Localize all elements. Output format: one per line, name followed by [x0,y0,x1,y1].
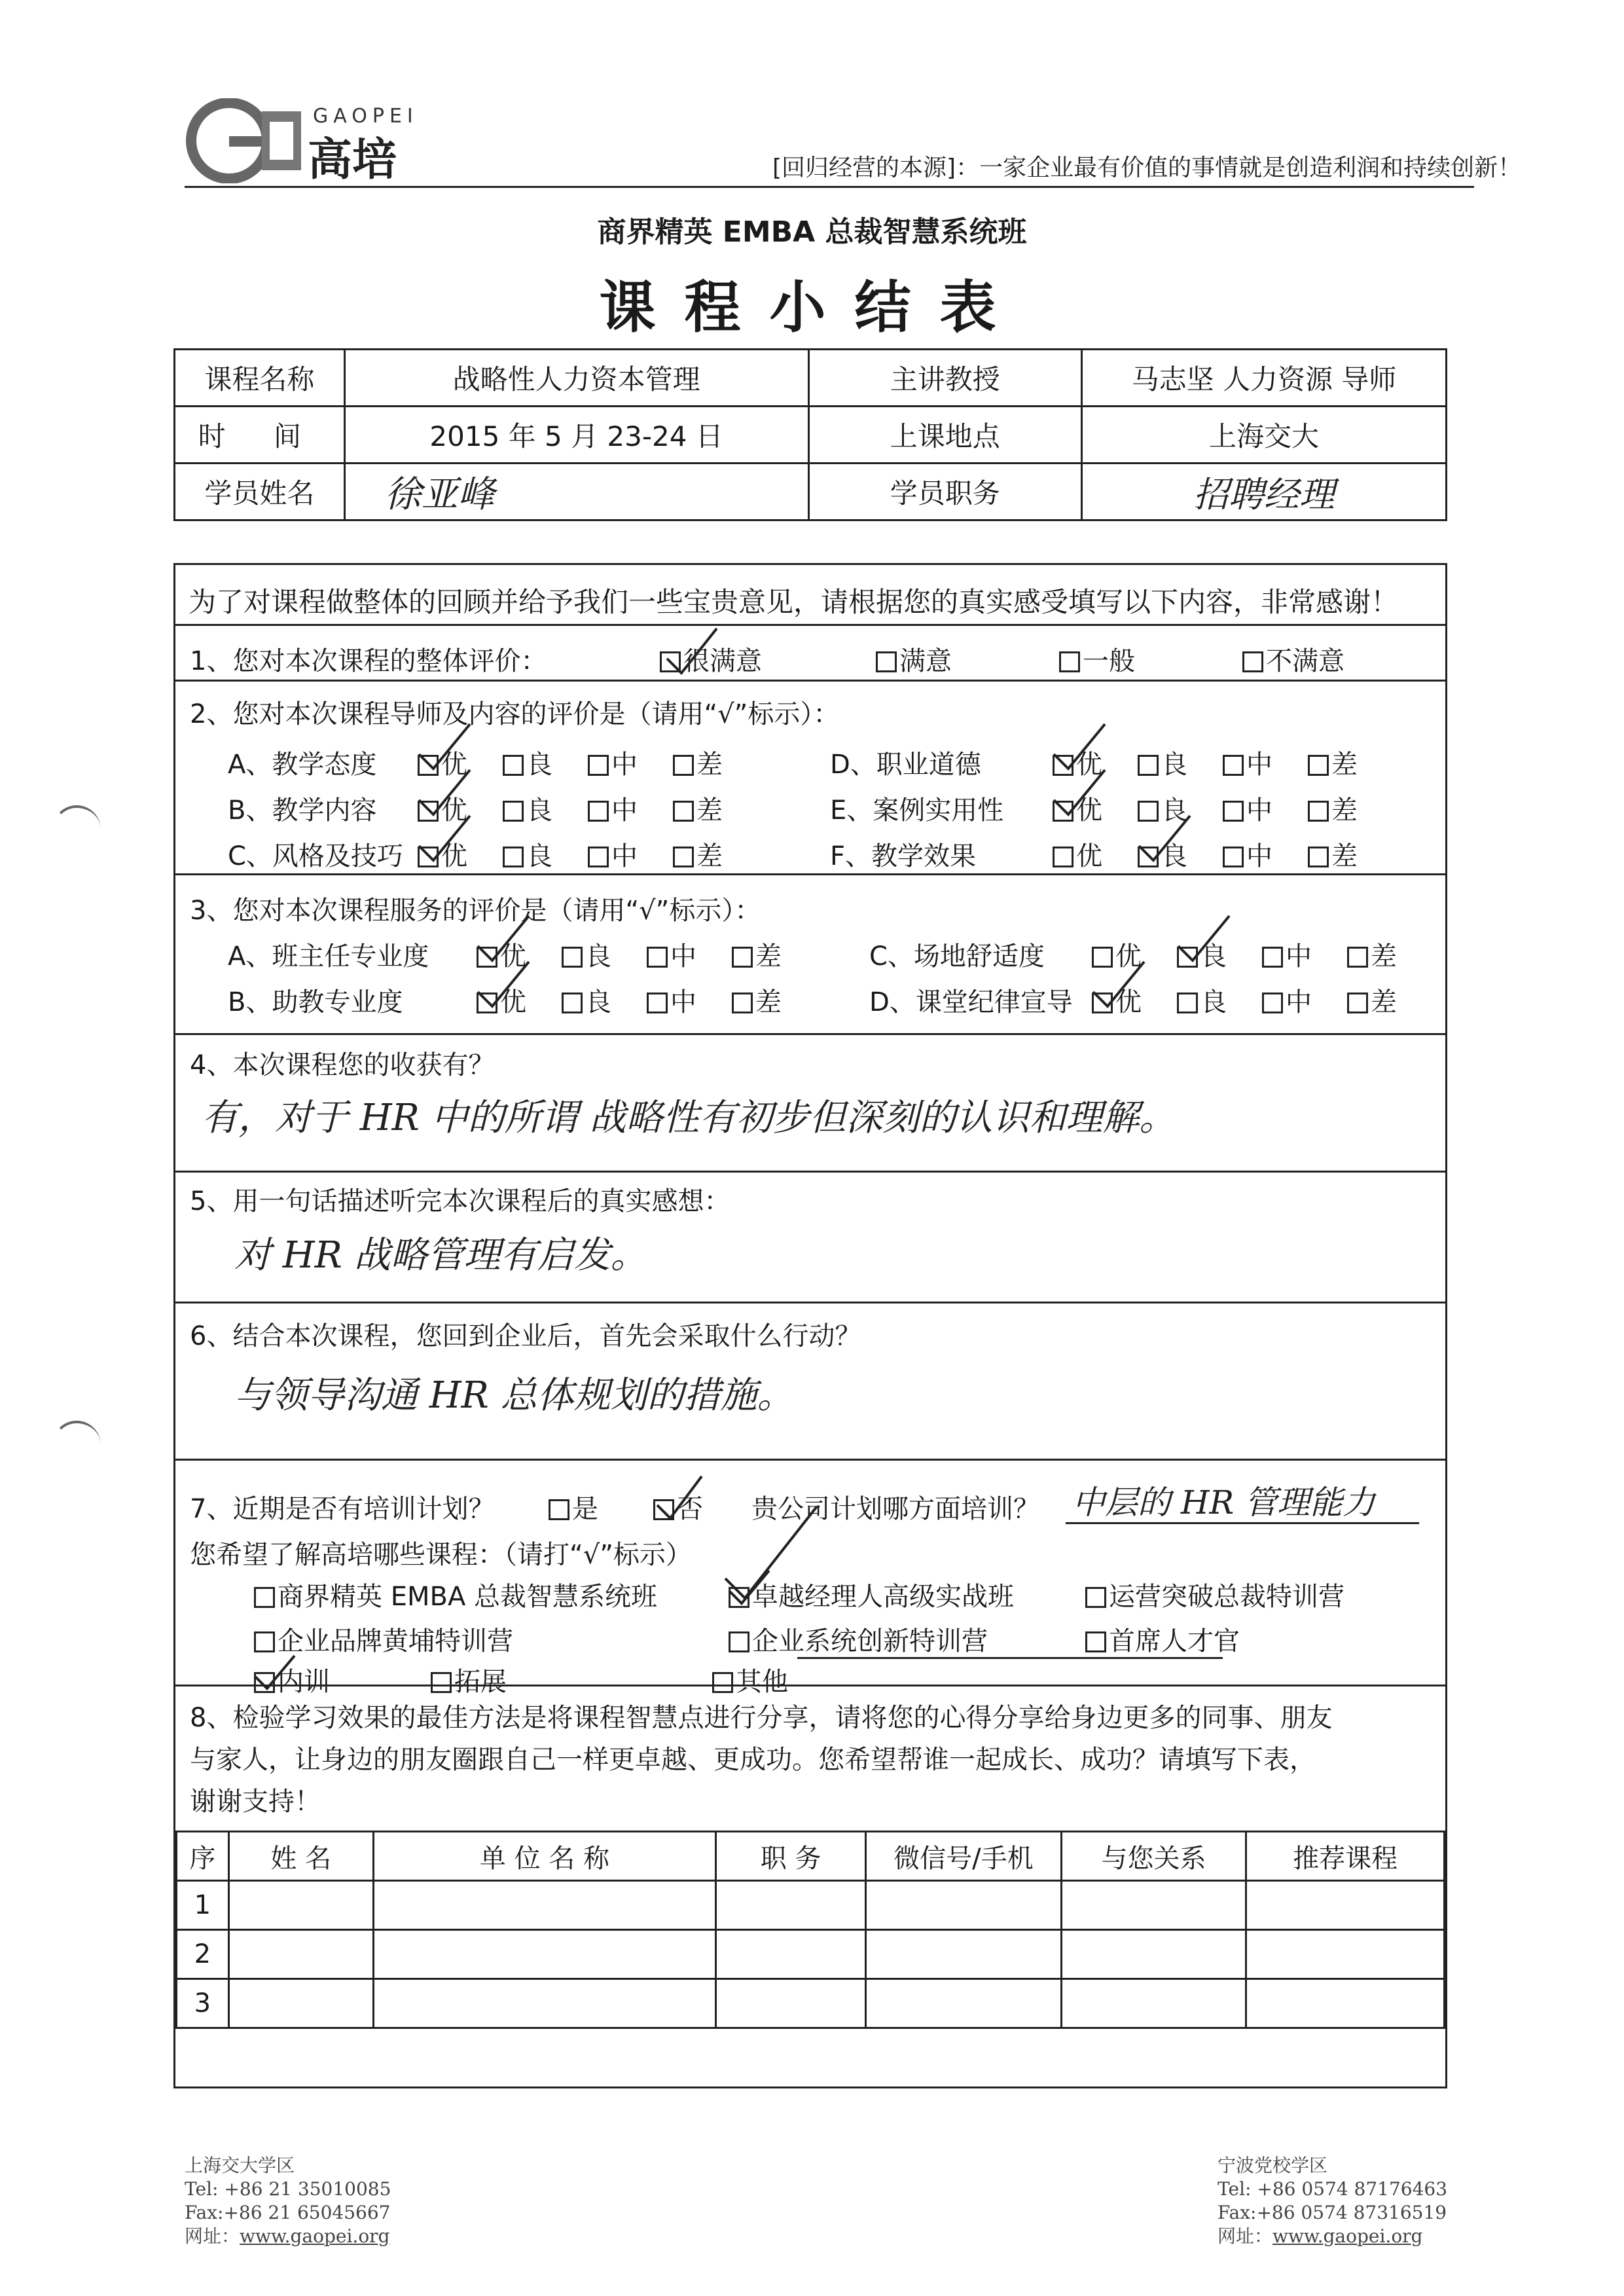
checkmark-icon [1135,813,1194,866]
q2-grade-option[interactable]: 差 [1308,744,1358,781]
checkmark-icon [719,1500,823,1605]
q2-item-label: D、职业道德 [830,750,981,780]
question-3-text: 3、您对本次课程服务的评价是（请用“√”标示）： [190,896,761,926]
table-input-cell[interactable] [866,1979,1062,2028]
q2-grade-option[interactable]: 中 [588,835,638,873]
checkmark-icon [663,626,722,678]
checkmark-icon [474,959,533,1011]
q3-grade-option[interactable]: 中 [647,981,696,1019]
question-6-text: 6、结合本次课程，您回到企业后，首先会采取什么行动？ [190,1321,861,1351]
table-row [177,1930,1445,1979]
q2-item-label: A、教学态度 [228,750,377,780]
course-info-table [173,348,1447,521]
checkbox[interactable] [1308,847,1329,867]
table-input-cell[interactable] [1246,1979,1445,2028]
question-5 [175,1171,1445,1302]
q2-grade-option[interactable]: 差 [1308,790,1358,827]
q2-grade-option[interactable]: 优 [1053,744,1102,781]
q3-grade-option[interactable]: 差 [1347,936,1397,973]
footer-left-web-label: 网址： [185,2225,240,2247]
q1-option-average[interactable]: 一般 [1059,640,1135,678]
q2-item-label: E、案例实用性 [830,795,1004,826]
footer-left-fax: Fax:+86 21 65045667 [185,2202,391,2223]
q7-course-option[interactable]: 卓越经理人高级实战班 [729,1576,1014,1613]
q2-grade-option[interactable]: 优 [1053,790,1102,827]
time-value: 2015 年 5 月 23-24 日 [344,407,808,464]
location-value: 上海交大 [1081,407,1446,464]
q3-grade-option[interactable]: 优 [477,936,526,973]
checkbox[interactable] [1223,847,1244,867]
footer-right-campus: 宁波党校学区 [1218,2155,1328,2176]
row-number: 2 [177,1930,229,1979]
q2-grade-option[interactable]: 差 [673,835,723,873]
table-input-cell[interactable] [716,1979,866,2028]
checkbox[interactable] [729,1631,749,1652]
question-1 [175,624,1445,680]
q2-grade-option[interactable]: 优 [418,790,467,827]
recommend-table [175,1831,1445,2029]
checkbox[interactable] [673,847,694,867]
question-4-answer[interactable]: 有，对于 HR 中的所谓 战略性有初步但深刻的认识和理解。 [202,1097,1176,1139]
survey-intro: 为了对课程做整体的回顾并给予我们一些宝贵意见，请根据您的真实感受填写以下内容，非常感谢！ [189,586,1399,618]
recommend-table-header-cell: 序 [177,1832,229,1881]
q2-item-label: C、风格及技巧 [228,841,403,871]
recommend-table-header-cell: 与您关系 [1061,1832,1246,1881]
footer-right-fax: Fax:+86 0574 87316519 [1218,2202,1447,2223]
checkmark-icon [415,721,474,774]
question-8-text-1: 8、检验学习效果的最佳方法是将课程智慧点进行分享，请将您的心得分享给身边更多的同事、朋友 [190,1703,1333,1733]
q2-grade-option[interactable]: 良 [503,744,552,781]
checkbox[interactable] [562,947,583,968]
q2-grade-option[interactable]: 良 [1138,744,1187,781]
q2-item-label: B、教学内容 [228,795,377,826]
q2-grade-option[interactable]: 差 [1308,835,1358,873]
checkbox[interactable] [1053,847,1074,867]
slogan: [回归经营的本源]：一家企业最有价值的事情就是创造利润和持续创新！ [772,155,1522,181]
location-label: 上课地点 [808,407,1081,464]
q1-option-dissatisfied[interactable]: 不满意 [1242,640,1344,678]
q7-course-option[interactable]: 运营突破总裁特训营 [1085,1576,1344,1613]
table-input-cell[interactable] [228,1979,373,2028]
question-4 [175,1033,1445,1171]
checkbox[interactable] [673,755,694,776]
footer-right [1218,2154,1447,2248]
q2-grade-option[interactable]: 优 [418,744,467,781]
checkbox[interactable] [1085,1587,1106,1608]
checkbox[interactable] [254,1587,275,1608]
checkbox[interactable] [503,801,524,822]
lecturer-label: 主讲教授 [808,350,1081,407]
q7-area-answer[interactable]: 中层的 HR 管理能力 [1072,1484,1376,1522]
other-underline [797,1657,1223,1659]
checkbox[interactable] [673,801,694,822]
footer-right-web-link[interactable]: www.gaopei.org [1272,2225,1423,2247]
table-input-cell[interactable] [228,1881,373,1930]
q3-grade-option[interactable]: 良 [1177,936,1227,973]
q7-course-option[interactable]: 内训 [254,1661,330,1698]
q3-grade-option[interactable]: 良 [1177,981,1227,1019]
q2-grade-option[interactable]: 良 [503,790,552,827]
question-5-text: 5、用一句话描述听完本次课程后的真实感想： [190,1186,731,1216]
checkbox[interactable] [647,993,668,1013]
table-input-cell[interactable] [716,1930,866,1979]
checkbox[interactable] [1262,947,1283,968]
q7-area-label: 贵公司计划哪方面培训？ [751,1494,1039,1524]
student-name-label: 学员姓名 [175,464,345,520]
table-input-cell[interactable] [1061,1881,1246,1930]
q3-item-label: A、班主任专业度 [228,941,429,972]
footer-left-web-link[interactable]: www.gaopei.org [240,2225,390,2247]
q2-grade-option[interactable]: 差 [673,790,723,827]
table-row [177,1881,1445,1930]
checkbox[interactable] [588,801,609,822]
q3-grade-option[interactable]: 良 [562,981,611,1019]
checkbox[interactable] [1059,651,1080,672]
row-number: 3 [177,1979,229,2028]
student-name-value[interactable]: 徐亚峰 [344,464,808,520]
page-subtitle: 商界精英 EMBA 总裁智慧系统班 [597,215,1027,249]
table-input-cell[interactable] [1061,1979,1246,2028]
footer-left-campus: 上海交大学区 [185,2155,295,2176]
student-position-label: 学员职务 [808,464,1081,520]
table-input-cell[interactable] [1246,1930,1445,1979]
page-title: 课程小结表 [599,275,1025,340]
table-input-cell[interactable] [373,1881,715,1930]
checkbox[interactable] [876,651,897,672]
checkmark-icon [653,1472,706,1525]
checkmark-icon [474,913,533,966]
checkbox[interactable] [503,847,524,867]
q2-grade-option[interactable]: 中 [588,790,638,827]
hole-punch-mark [52,805,101,841]
q3-grade-option[interactable]: 差 [732,981,782,1019]
question-4-text: 4、本次课程您的收获有？ [190,1050,495,1080]
question-2 [175,680,1445,873]
table-input-cell[interactable] [373,1979,715,2028]
checkmark-icon [1050,721,1109,774]
q7-course-option[interactable]: 企业系统创新特训营 [729,1620,988,1658]
q3-grade-option[interactable]: 中 [647,936,696,973]
q3-item-label: B、助教专业度 [228,987,403,1017]
brand-name-en: GAOPEI [313,105,418,128]
hole-punch-mark [52,1421,101,1456]
answer-underline [1066,1522,1419,1524]
footer-right-web-label: 网址： [1218,2225,1273,2247]
q3-grade-option[interactable]: 中 [1262,981,1312,1019]
q1-option-very-satisfied[interactable]: 很满意 [660,640,762,678]
checkbox[interactable] [588,755,609,776]
footer-right-tel: Tel: +86 0574 87176463 [1218,2178,1448,2200]
footer-left [185,2154,391,2248]
checkbox[interactable] [1308,755,1329,776]
q3-grade-option[interactable]: 差 [1347,981,1397,1019]
checkbox[interactable] [647,947,668,968]
q2-grade-option[interactable]: 中 [1223,835,1272,873]
question-2-text: 2、您对本次课程导师及内容的评价是（请用“√”标示）： [190,699,840,729]
q7-option-no[interactable]: 否 [653,1488,703,1525]
recommend-table-header-cell: 推荐课程 [1246,1832,1445,1881]
question-7 [175,1459,1445,1697]
row-number: 1 [177,1881,229,1930]
checkbox[interactable] [1223,755,1244,776]
question-8 [175,1685,1445,2090]
checkbox[interactable] [732,947,753,968]
q2-grade-option[interactable]: 中 [1223,790,1272,827]
question-8-text-2: 与家人，让身边的朋友圈跟自己一样更卓越、更成功。您希望帮谁一起成长、成功？请填写下表， [190,1745,1316,1775]
q3-grade-option[interactable]: 优 [477,981,526,1019]
checkbox[interactable] [549,1499,569,1520]
q2-item-label: F、教学效果 [830,841,977,871]
question-1-text: 1、您对本次课程的整体评价： [190,646,547,676]
recommend-table-header-cell: 微信号/手机 [866,1832,1062,1881]
q2-grade-option[interactable]: 优 [418,835,467,873]
recommend-table-header-cell: 姓 名 [228,1832,373,1881]
checkbox[interactable] [1262,993,1283,1013]
question-8-text-3: 谢谢支持！ [190,1787,321,1817]
table-row [177,1979,1445,2028]
q2-grade-option[interactable]: 差 [673,744,723,781]
checkbox[interactable] [1138,755,1159,776]
q3-grade-option[interactable]: 优 [1092,981,1142,1019]
q3-item-label: D、课堂纪律宣导 [869,987,1073,1017]
question-5-answer[interactable]: 对 HR 战略管理有启发。 [234,1234,647,1277]
table-input-cell[interactable] [716,1881,866,1930]
q1-option-satisfied[interactable]: 满意 [876,640,952,678]
q7-course-option[interactable]: 拓展 [431,1661,507,1698]
table-input-cell[interactable] [1246,1881,1445,1930]
course-name-label: 课程名称 [175,350,345,407]
checkbox[interactable] [588,847,609,867]
q3-item-label: C、场地舒适度 [869,941,1045,972]
table-input-cell[interactable] [373,1930,715,1979]
table-input-cell[interactable] [228,1930,373,1979]
header-divider [185,186,1474,188]
gaopei-logo [183,98,308,183]
q7-course-option[interactable]: 其他 [712,1661,788,1698]
recommend-table-header-cell: 职 务 [716,1832,866,1881]
checkbox[interactable] [254,1631,275,1652]
q2-grade-option[interactable]: 良 [1138,835,1187,873]
checkbox[interactable] [1242,651,1263,672]
q2-grade-option[interactable]: 良 [1138,790,1187,827]
q2-grade-option[interactable]: 良 [503,835,552,873]
checkbox[interactable] [732,993,753,1013]
question-7-text: 7、近期是否有培训计划？ [190,1494,495,1524]
q3-grade-option[interactable]: 良 [562,936,611,973]
time-label: 时 间 [175,407,345,464]
q7-courses-label: 您希望了解高培哪些课程：（请打“√”标示） [190,1540,692,1570]
q7-option-yes[interactable]: 是 [549,1488,598,1525]
checkmark-icon [1050,767,1109,820]
checkbox[interactable] [1223,801,1244,822]
recommend-table-header [177,1832,1445,1881]
checkmark-icon [1174,913,1233,966]
checkbox[interactable] [562,993,583,1013]
checkmark-icon [415,767,474,820]
q7-course-option[interactable]: 商界精英 EMBA 总裁智慧系统班 [254,1576,657,1613]
footer-left-tel: Tel: +86 21 35010085 [185,2178,391,2200]
checkbox[interactable] [1085,1631,1106,1652]
checkmark-icon [415,813,474,866]
checkbox[interactable] [1347,947,1368,968]
table-input-cell[interactable] [866,1930,1062,1979]
table-input-cell[interactable] [866,1881,1062,1930]
recommend-table-header-cell: 单 位 名 称 [373,1832,715,1881]
table-input-cell[interactable] [1061,1930,1246,1979]
brand-name-cn: 高培 [308,134,397,186]
q7-course-option[interactable]: 企业品牌黄埔特训营 [254,1620,513,1658]
q3-grade-option[interactable]: 优 [1092,936,1142,973]
question-3 [175,873,1445,1033]
lecturer-value: 马志坚 人力资源 导师 [1081,350,1446,407]
checkbox[interactable] [1308,801,1329,822]
checkbox[interactable] [503,755,524,776]
survey-form [173,563,1447,2088]
question-6 [175,1302,1445,1459]
q3-grade-option[interactable]: 中 [1262,936,1312,973]
checkbox[interactable] [1177,993,1198,1013]
checkbox[interactable] [1347,993,1368,1013]
course-name-value: 战略性人力资本管理 [344,350,808,407]
checkmark-icon [1089,959,1148,1011]
question-6-answer[interactable]: 与领导沟通 HR 总体规划的措施。 [234,1374,794,1417]
q2-grade-option[interactable]: 中 [588,744,638,781]
student-position-value[interactable]: 招聘经理 [1081,464,1446,520]
q2-grade-option[interactable]: 中 [1223,744,1272,781]
q2-grade-option[interactable]: 优 [1053,835,1102,873]
q7-course-option[interactable]: 首席人才官 [1085,1620,1240,1658]
q3-grade-option[interactable]: 差 [732,936,782,973]
